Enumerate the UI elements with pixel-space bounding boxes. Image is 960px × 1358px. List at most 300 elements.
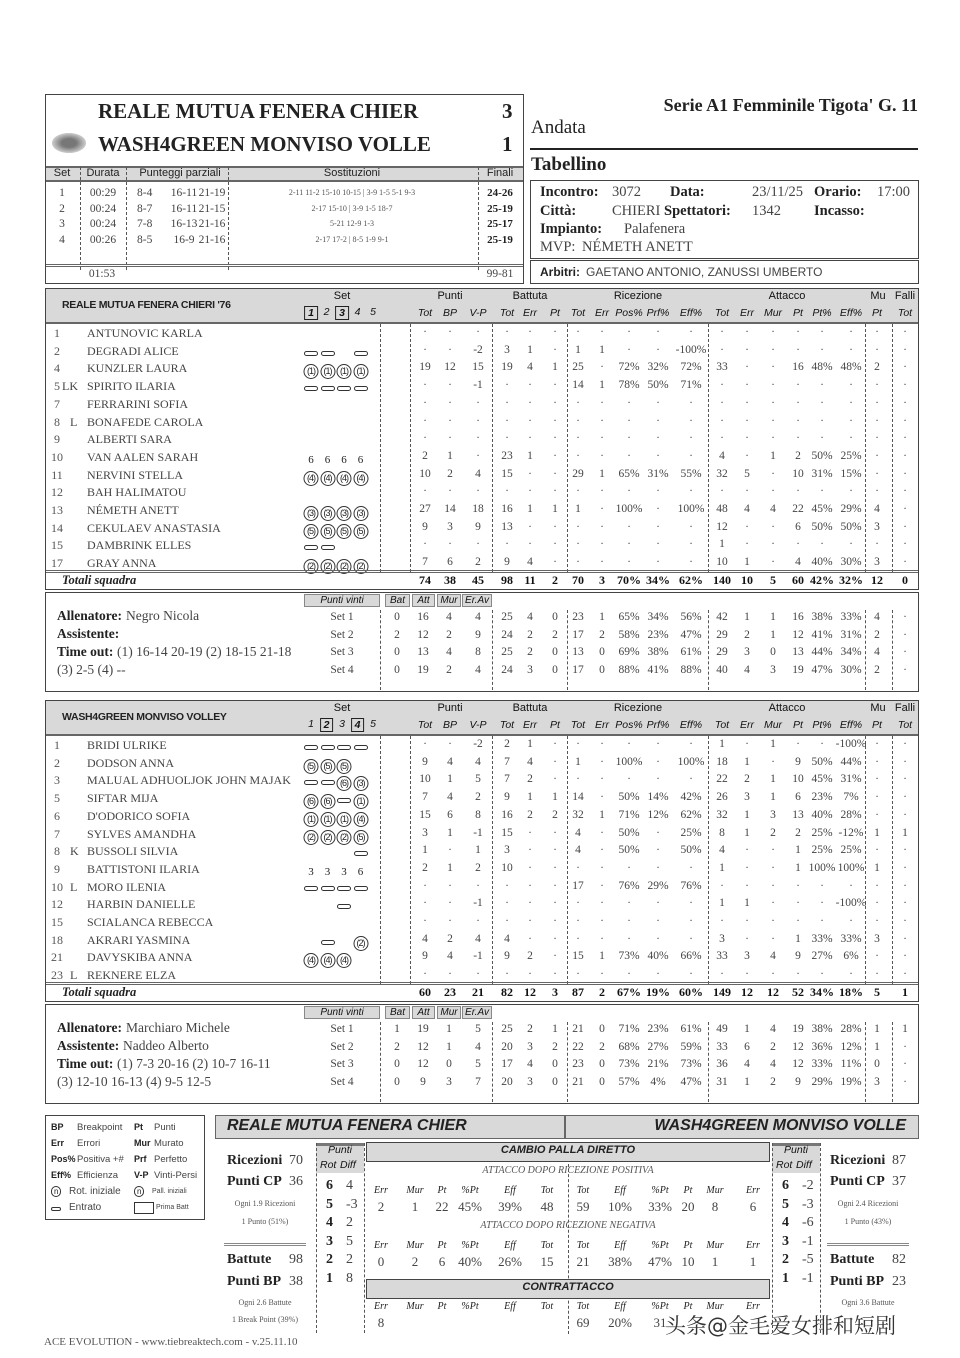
stat-cell: ·: [576, 414, 580, 427]
per-set-stat: 1: [744, 1075, 750, 1088]
stat-cell: ·: [903, 343, 907, 356]
stat-cell: ·: [505, 414, 509, 427]
player-name[interactable]: SPIRITO ILARIA: [87, 379, 176, 394]
per-set-stat: 30%: [840, 663, 862, 676]
divider: [80, 167, 81, 270]
stat-cell: ·: [553, 485, 557, 498]
stat-cell: ·: [903, 897, 907, 910]
stat-cell: ·: [553, 467, 557, 480]
attack-col-header: Mur: [706, 1185, 724, 1196]
stat-cell: ·: [875, 879, 879, 892]
set-header: 3: [335, 306, 349, 320]
starting-rotation-value: (1): [304, 812, 319, 827]
substitute-entered-icon: [321, 738, 335, 756]
stat-cell: ·: [656, 520, 660, 533]
points-won-cell: 0: [394, 1075, 400, 1088]
player-name[interactable]: AKRARI YASMINA: [87, 932, 191, 947]
attack-col-header: Err: [374, 1240, 388, 1251]
cambio-palla-title: CAMBIO PALLA DIRETTO: [500, 1144, 636, 1156]
per-set-label: Set 3: [330, 646, 354, 658]
side-out-points-value: 36: [289, 1174, 303, 1189]
player-name[interactable]: BRIDI ULRIKE: [87, 738, 167, 752]
stat-cell: ·: [448, 879, 452, 892]
stat-cell: 6: [795, 520, 801, 533]
player-name[interactable]: DODSON ANNA: [87, 755, 175, 770]
starting-rotation-value: (2): [337, 559, 352, 574]
per-set-header: Er.Av: [462, 594, 492, 607]
serves-value: 98: [289, 1252, 303, 1267]
attack-stat: 2: [377, 1199, 385, 1214]
stat-cell: 1: [599, 343, 605, 356]
stat-cell: ·: [553, 968, 557, 981]
stat-cell: ·: [448, 432, 452, 445]
stat-cell: ·: [689, 449, 693, 462]
divider: [410, 736, 411, 984]
team-total-cell: 60%: [679, 985, 703, 999]
stat-cell: ·: [903, 932, 907, 945]
starting-rotation-value: (4): [353, 812, 368, 827]
stat-cell: 28%: [840, 808, 862, 821]
stat-cell: ·: [553, 755, 557, 768]
stat-cell: 1: [552, 361, 558, 374]
stat-cell: 100%: [615, 755, 643, 768]
team-total-cell: 34%: [646, 573, 670, 587]
stat-cell: 3: [874, 520, 880, 533]
player-name[interactable]: BATTISTONI ILARIA: [87, 861, 200, 876]
set-header: 5: [370, 718, 376, 730]
home-sets-won: 3: [502, 99, 513, 123]
stat-cell: 1: [599, 379, 605, 392]
col-group: Battuta: [512, 702, 548, 714]
stat-cell: 1: [770, 791, 776, 804]
stat-cell: ·: [796, 414, 800, 427]
per-set-stat: 4: [874, 611, 880, 623]
player-name[interactable]: SCIALANCA REBECCA: [87, 915, 214, 929]
player-name[interactable]: D'ODORICO SOFIA: [87, 808, 191, 823]
stat-cell: ·: [656, 932, 660, 945]
stat-cell: 17: [572, 879, 584, 892]
stat-cell: ·: [771, 932, 775, 945]
partial-score: 21-16: [198, 233, 226, 246]
stat-cell: ·: [745, 414, 749, 427]
attack-stat: 48: [540, 1199, 554, 1214]
player-number: 8: [54, 844, 60, 859]
stat-cell: -100%: [835, 738, 867, 750]
stat-cell: 1: [795, 861, 801, 874]
stat-cell: 1: [770, 449, 776, 462]
stat-cell: ·: [903, 773, 907, 786]
per-set-stat: 73%: [618, 1058, 640, 1070]
starting-rotation-icon: [304, 468, 319, 486]
col-header: Pos%: [615, 719, 643, 731]
stat-cell: 25%: [680, 826, 702, 839]
divider: [126, 167, 127, 270]
stat-cell: ·: [423, 396, 427, 409]
stat-cell: 100%: [837, 861, 865, 874]
starting-rotation-icon: [337, 827, 352, 845]
starting-rotation-icon: [337, 950, 352, 968]
info-data-label: Data:: [670, 184, 705, 200]
per-set-stat: 2: [874, 628, 880, 641]
substitute-entered-icon: [354, 738, 368, 756]
per-set-stat: 23%: [647, 1023, 669, 1035]
player-name[interactable]: KUNZLER LAURA: [87, 361, 188, 376]
per-set-stat: 27%: [647, 1040, 669, 1053]
player-number: 12: [51, 485, 63, 500]
stat-cell: ·: [627, 861, 631, 874]
player-name[interactable]: MORO ILENIA: [87, 879, 166, 894]
col-header: Tot: [417, 719, 433, 731]
divider: [492, 324, 493, 572]
stat-cell: ·: [505, 897, 509, 910]
stat-cell: ·: [796, 538, 800, 551]
attack-col-header: Pt: [437, 1185, 447, 1196]
starting-rotation-icon: [337, 809, 352, 827]
player-number: 2: [54, 343, 60, 358]
stat-cell: ·: [528, 915, 532, 927]
info-data: 23/11/25: [752, 184, 804, 200]
player-name[interactable]: DAVYSKIBA ANNA: [87, 950, 193, 965]
legend-desc: Positiva +#: [77, 1154, 124, 1165]
stat-cell: ·: [576, 538, 580, 551]
per-set-stat: 33: [716, 1040, 728, 1053]
attack-stat: 20%: [608, 1315, 632, 1330]
stat-cell: ·: [720, 379, 724, 392]
stat-cell: ·: [656, 968, 660, 981]
col-header: Mur: [763, 719, 783, 731]
stat-cell: ·: [600, 449, 604, 462]
player-role: L: [70, 879, 78, 894]
stat-cell: ·: [720, 326, 724, 338]
starting-rotation-icon: [320, 827, 335, 845]
stat-cell: 1: [475, 844, 481, 857]
points-won-cell: 12: [417, 1040, 429, 1053]
col-header: Tot: [897, 307, 913, 319]
stat-cell: ·: [745, 361, 749, 374]
attack-stat: 1: [711, 1254, 719, 1269]
substitutions: 2-17 15-10 | 3-9 1-5 18-7: [311, 203, 393, 213]
stat-cell: ·: [505, 379, 509, 392]
col-header: Pt: [550, 719, 560, 731]
stat-cell: ·: [849, 968, 853, 981]
stat-cell: ·: [553, 932, 557, 945]
entered-bar: [354, 886, 368, 891]
points-won-cell: 0: [394, 611, 400, 623]
player-number: 18: [51, 932, 63, 947]
col-group: Battuta: [512, 290, 548, 302]
attack-stat: 2: [411, 1254, 419, 1269]
per-set-stat: 57%: [618, 1075, 640, 1088]
legend-desc: Errori: [77, 1138, 101, 1149]
set-position-value: 3: [324, 865, 331, 878]
set-duration: 00:24: [89, 218, 117, 230]
per-set-stat: 38%: [647, 646, 669, 658]
set-position-value: 3: [308, 865, 314, 878]
stat-cell: ·: [849, 915, 853, 927]
player-name[interactable]: MALUAL ADHUOLJOK JOHN MAJAK: [87, 773, 291, 788]
set-position: [304, 450, 318, 468]
stat-cell: ·: [745, 915, 749, 927]
stat-cell: -2: [473, 738, 483, 750]
stat-cell: ·: [476, 449, 480, 462]
divider: [708, 736, 709, 984]
attack-col-header: Tot: [576, 1185, 590, 1196]
stat-cell: ·: [656, 755, 660, 768]
stat-cell: ·: [849, 326, 853, 338]
stat-cell: ·: [600, 791, 604, 804]
player-name[interactable]: BUSSOLI SILVIA: [87, 844, 179, 859]
partial-score: 16-11: [170, 202, 198, 215]
stat-cell: 2: [527, 950, 533, 963]
break-points-value: 38: [289, 1274, 303, 1289]
per-set-stat: ·: [903, 1075, 907, 1088]
per-set-stat: 29%: [811, 1075, 833, 1088]
divider: [892, 610, 893, 690]
player-number: 2: [54, 755, 60, 770]
stat-cell: ·: [553, 556, 557, 569]
stat-cell: ·: [600, 556, 604, 569]
player-name[interactable]: BAH HALIMATOU: [87, 485, 187, 500]
stat-cell: 16: [792, 361, 804, 374]
player-name[interactable]: VAN AALEN SARAH: [87, 449, 199, 464]
stat-cell: ·: [820, 326, 824, 338]
set-header: 3: [339, 718, 345, 730]
points-won-cell: 4: [475, 1040, 481, 1053]
stat-cell: 9: [795, 950, 801, 963]
info-orario: 17:00: [877, 184, 911, 200]
stat-cell: 4: [770, 950, 776, 963]
attack-stat: 6: [438, 1254, 446, 1269]
stat-cell: ·: [528, 826, 532, 839]
divider: [892, 736, 893, 984]
attack-stat: 6: [749, 1199, 757, 1214]
attack-col-header: Err: [746, 1240, 760, 1251]
player-name[interactable]: SYLVES AMANDHA: [87, 826, 197, 841]
stat-cell: 26: [716, 791, 728, 804]
stat-cell: ·: [423, 915, 427, 927]
player-name[interactable]: REKNERE ELZA: [87, 968, 176, 983]
team-total-cell: 2: [599, 985, 605, 999]
stat-cell: 45%: [811, 503, 833, 515]
per-set-header: Mur: [437, 594, 461, 607]
stat-cell: ·: [771, 897, 775, 910]
stat-cell: ·: [720, 485, 724, 498]
stat-cell: 15: [472, 361, 484, 374]
away-team-banner: WASH4GREEN MONVISO VOLLE: [654, 1117, 906, 1134]
stat-cell: ·: [903, 361, 907, 374]
team-total-cell: 1: [902, 985, 908, 999]
player-role: K: [70, 844, 79, 859]
stat-cell: 4: [575, 844, 581, 857]
col-header: Eff%: [839, 719, 863, 731]
stat-cell: 14: [572, 379, 584, 392]
player-name[interactable]: FERRARINI SOFIA: [87, 396, 189, 411]
team-total-cell: 18%: [839, 985, 863, 999]
team-total-cell: 38: [444, 573, 456, 587]
stat-cell: ·: [771, 379, 775, 392]
set-header: 4: [354, 306, 361, 318]
per-set-stat: 25: [501, 1023, 513, 1035]
player-name[interactable]: ALBERTI SARA: [87, 432, 172, 447]
side-out-points-label: Punti CP: [227, 1174, 282, 1189]
substitute-entered-icon: [354, 379, 368, 397]
stat-cell: ·: [689, 915, 693, 927]
per-set-stat: 17: [501, 1058, 513, 1070]
player-name[interactable]: DAMBRINK ELLES: [87, 538, 192, 553]
stat-cell: 14: [444, 503, 456, 515]
stat-cell: ·: [689, 432, 693, 445]
stat-cell: ·: [903, 538, 907, 551]
entered-bar: [354, 851, 368, 856]
entered-bar: [321, 780, 335, 785]
stat-cell: -2: [473, 343, 483, 356]
stat-cell: 29: [572, 467, 584, 480]
stat-cell: 6: [795, 791, 801, 804]
stat-cell: ·: [553, 861, 557, 874]
player-number: 9: [54, 432, 60, 447]
stat-cell: 18: [716, 755, 728, 768]
player-name[interactable]: BONAFEDE CAROLA: [87, 414, 204, 429]
stat-cell: ·: [528, 396, 532, 409]
rotation-diff: -3: [346, 1196, 358, 1212]
starting-rotation-value: (1): [353, 794, 368, 809]
entered-bar: [354, 351, 368, 356]
entered-bar: [321, 886, 335, 891]
stat-cell: ·: [745, 396, 749, 409]
substitute-entered-icon: [304, 738, 318, 756]
stat-cell: 13: [792, 808, 804, 821]
stat-cell: 1: [552, 503, 558, 515]
per-set-label: Set 3: [330, 1058, 354, 1070]
starting-rotation-value: (3): [320, 506, 335, 521]
stat-cell: ·: [875, 738, 879, 750]
divider: [865, 324, 866, 572]
cp-note: Ogni 1.9 Ricezioni: [234, 1199, 296, 1208]
player-name[interactable]: ANTUNOVIC KARLA: [87, 326, 203, 340]
player-name[interactable]: NÉMETH ANETT: [87, 503, 179, 517]
stat-cell: 16: [501, 808, 513, 821]
per-set-stat: ·: [903, 646, 907, 658]
partial-score: 21-19: [198, 187, 226, 199]
per-set-stat: 0: [599, 663, 605, 676]
stat-cell: ·: [627, 897, 631, 910]
stat-cell: 22: [716, 773, 728, 786]
player-name[interactable]: SIFTAR MIJA: [87, 791, 159, 806]
entered-bar: [337, 886, 351, 891]
team-total-cell: 52: [792, 985, 804, 999]
per-set-stat: 12%: [840, 1040, 862, 1053]
substitute-entered-icon: [337, 738, 351, 756]
stat-cell: ·: [689, 414, 693, 427]
legend-abbr: Err: [51, 1138, 65, 1148]
player-name[interactable]: HARBIN DANIELLE: [87, 897, 196, 912]
stat-cell: ·: [875, 915, 879, 927]
set-position: [321, 450, 335, 468]
stat-cell: ·: [553, 897, 557, 910]
col-header: Err: [595, 719, 609, 731]
legend-desc: Prima Batt: [156, 1204, 189, 1211]
totals-label: Totali squadra: [62, 573, 137, 587]
starting-rotation-icon: [353, 933, 368, 951]
stat-cell: ·: [476, 396, 480, 409]
stat-cell: ·: [600, 897, 604, 910]
per-set-stat: 42: [716, 611, 728, 623]
per-set-stat: 56%: [680, 611, 702, 623]
per-set-stat: 34%: [647, 611, 669, 623]
stat-cell: 9: [504, 950, 510, 963]
team-total-cell: 3: [552, 985, 558, 999]
substitute-entered-icon: [321, 379, 335, 397]
team-total-cell: 74: [419, 573, 431, 587]
col-header: Tot: [499, 719, 515, 731]
stat-cell: 2: [422, 449, 428, 462]
attack-stat: 22: [435, 1199, 449, 1214]
stat-cell: 1: [744, 897, 750, 910]
stat-cell: 42%: [680, 791, 702, 804]
stat-cell: ·: [689, 738, 693, 750]
stat-cell: ·: [875, 844, 879, 857]
starting-rotation-value: (2): [353, 936, 368, 951]
player-name[interactable]: NERVINI STELLA: [87, 467, 184, 482]
rot-header: Rot: [776, 1159, 793, 1171]
attack-stat: 21: [576, 1254, 590, 1269]
player-number: 7: [54, 396, 60, 411]
legend-desc: Murato: [154, 1138, 184, 1149]
attack-stat: 45%: [458, 1199, 482, 1214]
points-won-cell: 0: [394, 663, 400, 676]
stat-cell: 32: [572, 808, 584, 821]
stat-cell: ·: [476, 432, 480, 445]
stat-cell: ·: [600, 396, 604, 409]
stat-cell: ·: [849, 432, 853, 445]
stat-cell: 76%: [618, 879, 640, 892]
per-set-stat: 38%: [811, 1023, 833, 1035]
stat-cell: ·: [689, 968, 693, 981]
substitute-entered-icon: [321, 933, 335, 951]
set-position-value: 6: [308, 453, 314, 466]
player-name[interactable]: CEKULAEV ANASTASIA: [87, 520, 221, 535]
timeout-2: (3) 2-5 (4) --: [57, 662, 126, 677]
info-citta: CHIERI: [612, 203, 661, 219]
stat-cell: 10: [501, 861, 513, 874]
col-header: Err: [523, 719, 537, 731]
stat-cell: ·: [476, 968, 480, 981]
starting-rotation-value: (5): [353, 524, 368, 539]
player-name[interactable]: DEGRADI ALICE: [87, 343, 179, 358]
stat-cell: 8: [475, 808, 481, 821]
starting-rotation-value: (6): [304, 794, 319, 809]
stat-cell: ·: [771, 538, 775, 551]
per-set-stat: 29: [716, 646, 728, 658]
points-won-cell: 19: [417, 1023, 429, 1035]
stat-cell: ·: [875, 808, 879, 821]
attack-stat: 33%: [648, 1199, 672, 1214]
player-name[interactable]: GRAY ANNA: [87, 556, 157, 571]
team-total-cell: 60: [419, 985, 431, 999]
divider: [380, 1022, 381, 1102]
starting-rotation-value: (3): [337, 506, 352, 521]
stat-cell: 10: [419, 773, 431, 786]
legend-abbr: V-P: [134, 1170, 149, 1180]
per-set-stat: 33%: [840, 611, 862, 623]
stat-cell: ·: [627, 343, 631, 356]
starting-rotation-value: (6): [320, 794, 335, 809]
stat-cell: 19: [501, 361, 513, 374]
stat-cell: 5: [744, 467, 750, 480]
stat-cell: ·: [528, 414, 532, 427]
stat-cell: -1: [473, 897, 483, 910]
stat-cell: 33%: [840, 932, 862, 945]
